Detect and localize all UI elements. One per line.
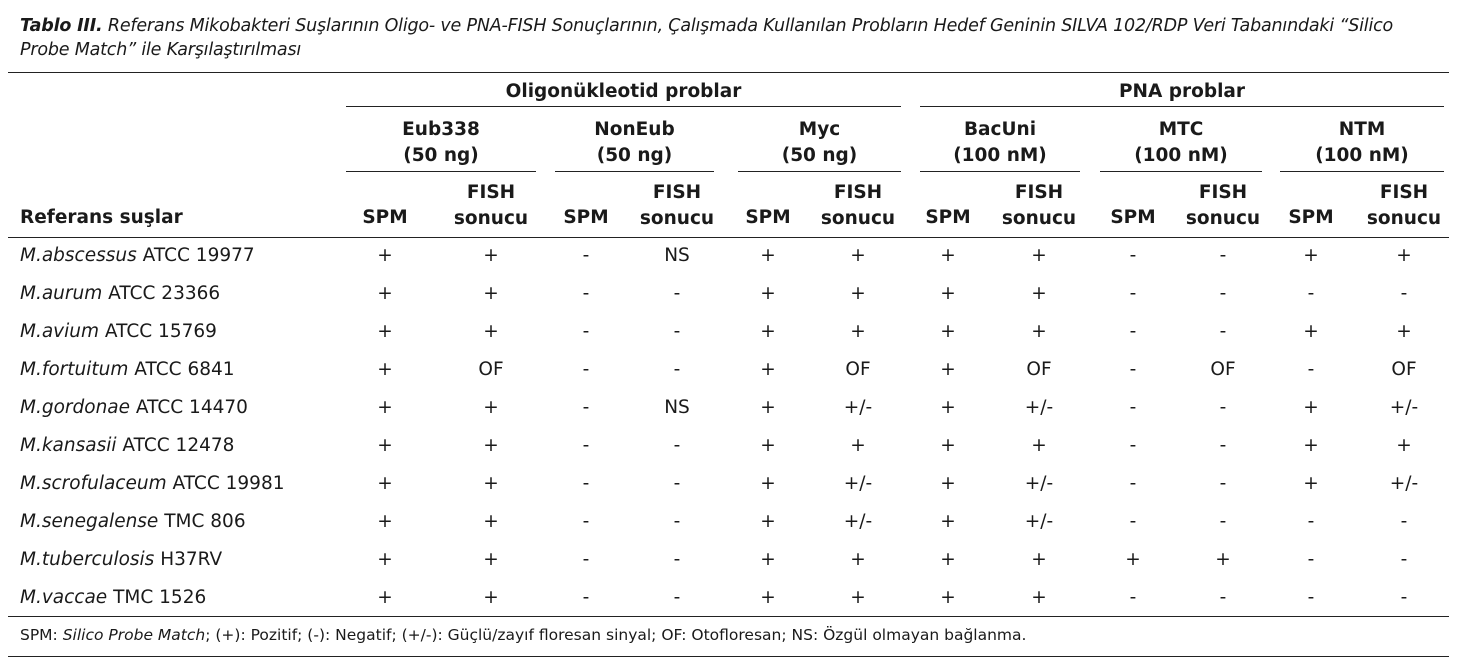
spm-cell: -: [582, 473, 590, 494]
fish-result-cell: +/-: [843, 511, 873, 532]
fish-label: FISH: [1198, 182, 1248, 203]
table-row: [0, 579, 1463, 617]
table-footnote: [20, 624, 1026, 646]
species-name: M.vaccae: [20, 587, 108, 608]
probe-header: [346, 117, 536, 169]
spm-cell: +: [760, 321, 776, 342]
spm-cell: +: [940, 511, 956, 532]
fish-result-cell: +: [483, 321, 499, 342]
spm-cell: -: [1129, 587, 1137, 608]
probe-header: [920, 117, 1080, 169]
fish-result-cell: +: [1031, 587, 1047, 608]
fish-result-cell: +: [483, 283, 499, 304]
spm-cell: +: [1303, 473, 1319, 494]
fish-result-cell: -: [673, 359, 681, 380]
species-name: M.abscessus: [20, 245, 137, 266]
table-row: [0, 503, 1463, 541]
spm-cell: +: [760, 511, 776, 532]
fish-label: FISH: [466, 182, 516, 203]
table-row: [0, 465, 1463, 503]
strain-id: ATCC 23366: [108, 283, 221, 304]
spm-label: SPM: [563, 207, 609, 228]
strain-id: ATCC 19981: [172, 473, 285, 494]
spm-label: SPM: [745, 207, 791, 228]
fish-result-cell: OF: [845, 359, 871, 380]
table-row: [0, 275, 1463, 313]
fish-result-cell: -: [1219, 397, 1227, 418]
spm-cell: -: [1307, 511, 1315, 532]
spm-cell: -: [1129, 359, 1137, 380]
species-name: M.kansasii: [20, 435, 117, 456]
fish-result-cell: -: [673, 549, 681, 570]
fish-result-cell: +: [483, 549, 499, 570]
fish-result-cell: OF: [1026, 359, 1052, 380]
footnote-part1: SPM:: [20, 626, 63, 644]
species-name: M.fortuitum: [20, 359, 129, 380]
spm-cell: -: [1129, 283, 1137, 304]
caption-text: Referans Mikobakteri Suşlarının Oligo- ve PNA-FISH Sonuçlarının, Çalışmada Kullanılan Probların Hedef Geninin SILVA 102/RDP Veri Tabanındaki “Silico Probe Match” ile Karşılaştırılması: [20, 16, 1394, 60]
spm-cell: +: [940, 245, 956, 266]
fish-label: FISH: [652, 182, 702, 203]
fish-result-cell: +: [1396, 435, 1412, 456]
probe-concentration: (50 ng): [403, 145, 479, 166]
fish-result-cell: -: [673, 321, 681, 342]
spm-cell: -: [1129, 245, 1137, 266]
spm-cell: -: [1307, 549, 1315, 570]
table-caption: [20, 14, 1445, 62]
fish-result-cell: +/-: [843, 397, 873, 418]
sonucu-label: sonucu: [453, 208, 529, 229]
spm-cell: +: [760, 435, 776, 456]
top-rule: [8, 72, 1449, 73]
spm-label: SPM: [362, 207, 408, 228]
spm-cell: -: [582, 283, 590, 304]
table-row: [0, 237, 1463, 275]
spm-cell: +: [940, 283, 956, 304]
fish-result-cell: -: [673, 435, 681, 456]
fish-result-header: [436, 180, 546, 232]
fish-result-cell: +: [483, 245, 499, 266]
strain-id: ATCC 14470: [135, 397, 248, 418]
spm-cell: +: [377, 245, 393, 266]
species-name: M.aurum: [20, 283, 103, 304]
fish-result-cell: +: [850, 321, 866, 342]
fish-result-cell: +: [850, 549, 866, 570]
strain-id: ATCC 12478: [122, 435, 235, 456]
probe-rule: [346, 171, 536, 172]
table-row: [0, 541, 1463, 579]
spm-cell: -: [582, 549, 590, 570]
table-row: [0, 389, 1463, 427]
spm-header: [330, 205, 440, 231]
fish-result-cell: -: [1400, 511, 1408, 532]
sonucu-label: sonucu: [820, 208, 896, 229]
spm-cell: -: [582, 245, 590, 266]
spm-cell: +: [760, 587, 776, 608]
spm-cell: +: [760, 549, 776, 570]
fish-label: FISH: [833, 182, 883, 203]
strain-id: ATCC 6841: [134, 359, 235, 380]
fish-result-cell: +/-: [843, 473, 873, 494]
species-name: M.tuberculosis: [20, 549, 155, 570]
spm-cell: +: [1303, 435, 1319, 456]
probe-header: [555, 117, 714, 169]
spm-cell: -: [1129, 473, 1137, 494]
probe-rule: [920, 171, 1080, 172]
spm-cell: -: [582, 587, 590, 608]
fish-result-cell: +: [1031, 321, 1047, 342]
strain-id: ATCC 15769: [104, 321, 217, 342]
probe-name: NTM: [1338, 119, 1386, 140]
spm-label: SPM: [925, 207, 971, 228]
fish-result-cell: +: [850, 587, 866, 608]
spm-cell: -: [582, 359, 590, 380]
species-name: M.senegalense: [20, 511, 159, 532]
fish-result-cell: +/-: [1389, 473, 1419, 494]
strain-name: [20, 547, 222, 573]
strain-id: TMC 1526: [113, 587, 207, 608]
probe-name: MTC: [1158, 119, 1204, 140]
strain-name: [20, 281, 220, 307]
spm-cell: +: [760, 473, 776, 494]
fish-result-cell: +: [1396, 245, 1412, 266]
spm-cell: +: [1303, 397, 1319, 418]
spm-cell: +: [377, 397, 393, 418]
strain-name: [20, 319, 217, 345]
fish-result-cell: -: [673, 473, 681, 494]
species-name: M.scrofulaceum: [20, 473, 167, 494]
fish-label: FISH: [1014, 182, 1064, 203]
strain-name: [20, 471, 285, 497]
fish-result-cell: -: [1219, 321, 1227, 342]
probe-name: Myc: [798, 119, 841, 140]
strain-name: [20, 357, 235, 383]
strain-name: [20, 433, 234, 459]
fish-result-cell: -: [1219, 245, 1227, 266]
fish-result-cell: OF: [1210, 359, 1236, 380]
strain-id: ATCC 19977: [142, 245, 255, 266]
fish-result-cell: +: [483, 397, 499, 418]
fish-result-cell: +: [850, 435, 866, 456]
fish-result-cell: +: [1031, 245, 1047, 266]
spm-cell: +: [1303, 321, 1319, 342]
spm-cell: +: [940, 435, 956, 456]
probe-name: BacUni: [963, 119, 1037, 140]
fish-result-cell: -: [1219, 587, 1227, 608]
spm-cell: +: [377, 435, 393, 456]
sonucu-label: sonucu: [1366, 208, 1442, 229]
table-row: [0, 427, 1463, 465]
spm-cell: +: [940, 549, 956, 570]
probe-concentration: (50 ng): [596, 145, 673, 166]
fish-result-cell: -: [1400, 283, 1408, 304]
fish-result-header: [1349, 180, 1459, 232]
probe-header: [1100, 117, 1262, 169]
fish-result-cell: +: [850, 245, 866, 266]
spm-cell: -: [1129, 397, 1137, 418]
probe-concentration: (100 nM): [1134, 145, 1228, 166]
spm-cell: +: [940, 359, 956, 380]
spm-cell: +: [760, 397, 776, 418]
fish-result-cell: +: [1031, 435, 1047, 456]
spm-cell: -: [1307, 359, 1315, 380]
probe-rule: [1280, 171, 1444, 172]
probe-concentration: (50 ng): [781, 145, 858, 166]
spm-cell: +: [1125, 549, 1141, 570]
caption-label: Tablo III.: [20, 16, 103, 36]
spm-cell: +: [377, 587, 393, 608]
fish-result-cell: -: [1219, 435, 1227, 456]
fish-label: FISH: [1379, 182, 1429, 203]
strain-id: H37RV: [160, 549, 223, 570]
spm-cell: -: [1129, 435, 1137, 456]
fish-result-cell: +/-: [1024, 511, 1054, 532]
strain-name: [20, 395, 248, 421]
fish-result-cell: -: [673, 511, 681, 532]
footer-rule: [8, 656, 1449, 657]
fish-result-cell: +/-: [1024, 473, 1054, 494]
probe-header: [1280, 117, 1444, 169]
fish-result-cell: +: [483, 511, 499, 532]
spm-cell: +: [940, 587, 956, 608]
fish-result-cell: NS: [664, 397, 690, 418]
spm-cell: +: [377, 359, 393, 380]
spm-cell: +: [940, 321, 956, 342]
probe-concentration: (100 nM): [1315, 145, 1409, 166]
fish-result-cell: +: [1031, 283, 1047, 304]
group-header-oligo: Oligonükleotid problar: [505, 81, 742, 102]
spm-label: SPM: [1288, 207, 1334, 228]
species-name: M.avium: [20, 321, 100, 342]
spm-cell: -: [582, 511, 590, 532]
spm-cell: -: [1129, 511, 1137, 532]
probe-name: NonEub: [594, 119, 675, 140]
fish-result-cell: +: [850, 283, 866, 304]
table-row: [0, 351, 1463, 389]
fish-result-cell: +/-: [1024, 397, 1054, 418]
fish-result-cell: +: [483, 587, 499, 608]
spm-cell: +: [377, 511, 393, 532]
spm-cell: -: [1129, 321, 1137, 342]
fish-result-cell: -: [673, 283, 681, 304]
spm-cell: +: [377, 321, 393, 342]
fish-result-cell: +: [1215, 549, 1231, 570]
spm-cell: -: [1307, 283, 1315, 304]
spm-cell: +: [940, 397, 956, 418]
fish-result-cell: +/-: [1389, 397, 1419, 418]
fish-result-cell: +: [483, 435, 499, 456]
spm-cell: +: [377, 283, 393, 304]
footnote-italic: Silico Probe Match: [62, 626, 206, 644]
fish-result-cell: OF: [478, 359, 504, 380]
spm-cell: +: [1303, 245, 1319, 266]
strain-id: TMC 806: [164, 511, 246, 532]
footnote-part2: ; (+): Pozitif; (-): Negatif; (+/-): Güçlü/zayıf floresan sinyal; OF: Otofloresan; NS: Özgül olmayan bağlanma.: [205, 626, 1027, 644]
spm-cell: +: [377, 473, 393, 494]
table-row: [0, 313, 1463, 351]
fish-result-cell: -: [1400, 587, 1408, 608]
spm-cell: +: [940, 473, 956, 494]
sonucu-label: sonucu: [1001, 208, 1077, 229]
fish-result-cell: NS: [664, 245, 690, 266]
fish-result-cell: -: [1219, 511, 1227, 532]
fish-result-cell: -: [1219, 283, 1227, 304]
spm-cell: +: [760, 283, 776, 304]
spm-cell: +: [377, 549, 393, 570]
probe-rule: [738, 171, 901, 172]
sonucu-label: sonucu: [639, 208, 715, 229]
fish-result-cell: +: [1396, 321, 1412, 342]
strain-name: [20, 243, 255, 269]
spm-cell: -: [582, 435, 590, 456]
probe-concentration: (100 nM): [953, 145, 1047, 166]
probe-rule: [1100, 171, 1262, 172]
probe-rule: [555, 171, 714, 172]
fish-result-cell: -: [1219, 473, 1227, 494]
sonucu-label: sonucu: [1185, 208, 1261, 229]
spm-label: SPM: [1110, 207, 1156, 228]
row-header: Referans suşlar: [20, 207, 183, 228]
strain-name: [20, 585, 206, 611]
fish-result-cell: +: [483, 473, 499, 494]
probe-header: [738, 117, 901, 169]
strain-name: [20, 509, 246, 535]
fish-result-cell: -: [673, 587, 681, 608]
fish-result-cell: -: [1400, 549, 1408, 570]
fish-result-cell: +: [1031, 549, 1047, 570]
spm-cell: -: [582, 321, 590, 342]
group-rule-pna: [920, 106, 1444, 107]
spm-cell: +: [760, 245, 776, 266]
group-header-pna: PNA problar: [1118, 81, 1246, 102]
species-name: M.gordonae: [20, 397, 131, 418]
fish-result-cell: OF: [1391, 359, 1417, 380]
spm-cell: -: [582, 397, 590, 418]
bottom-rule: [8, 616, 1449, 617]
spm-cell: -: [1307, 587, 1315, 608]
spm-cell: +: [760, 359, 776, 380]
probe-name: Eub338: [402, 119, 480, 140]
group-rule-oligo: [346, 106, 901, 107]
